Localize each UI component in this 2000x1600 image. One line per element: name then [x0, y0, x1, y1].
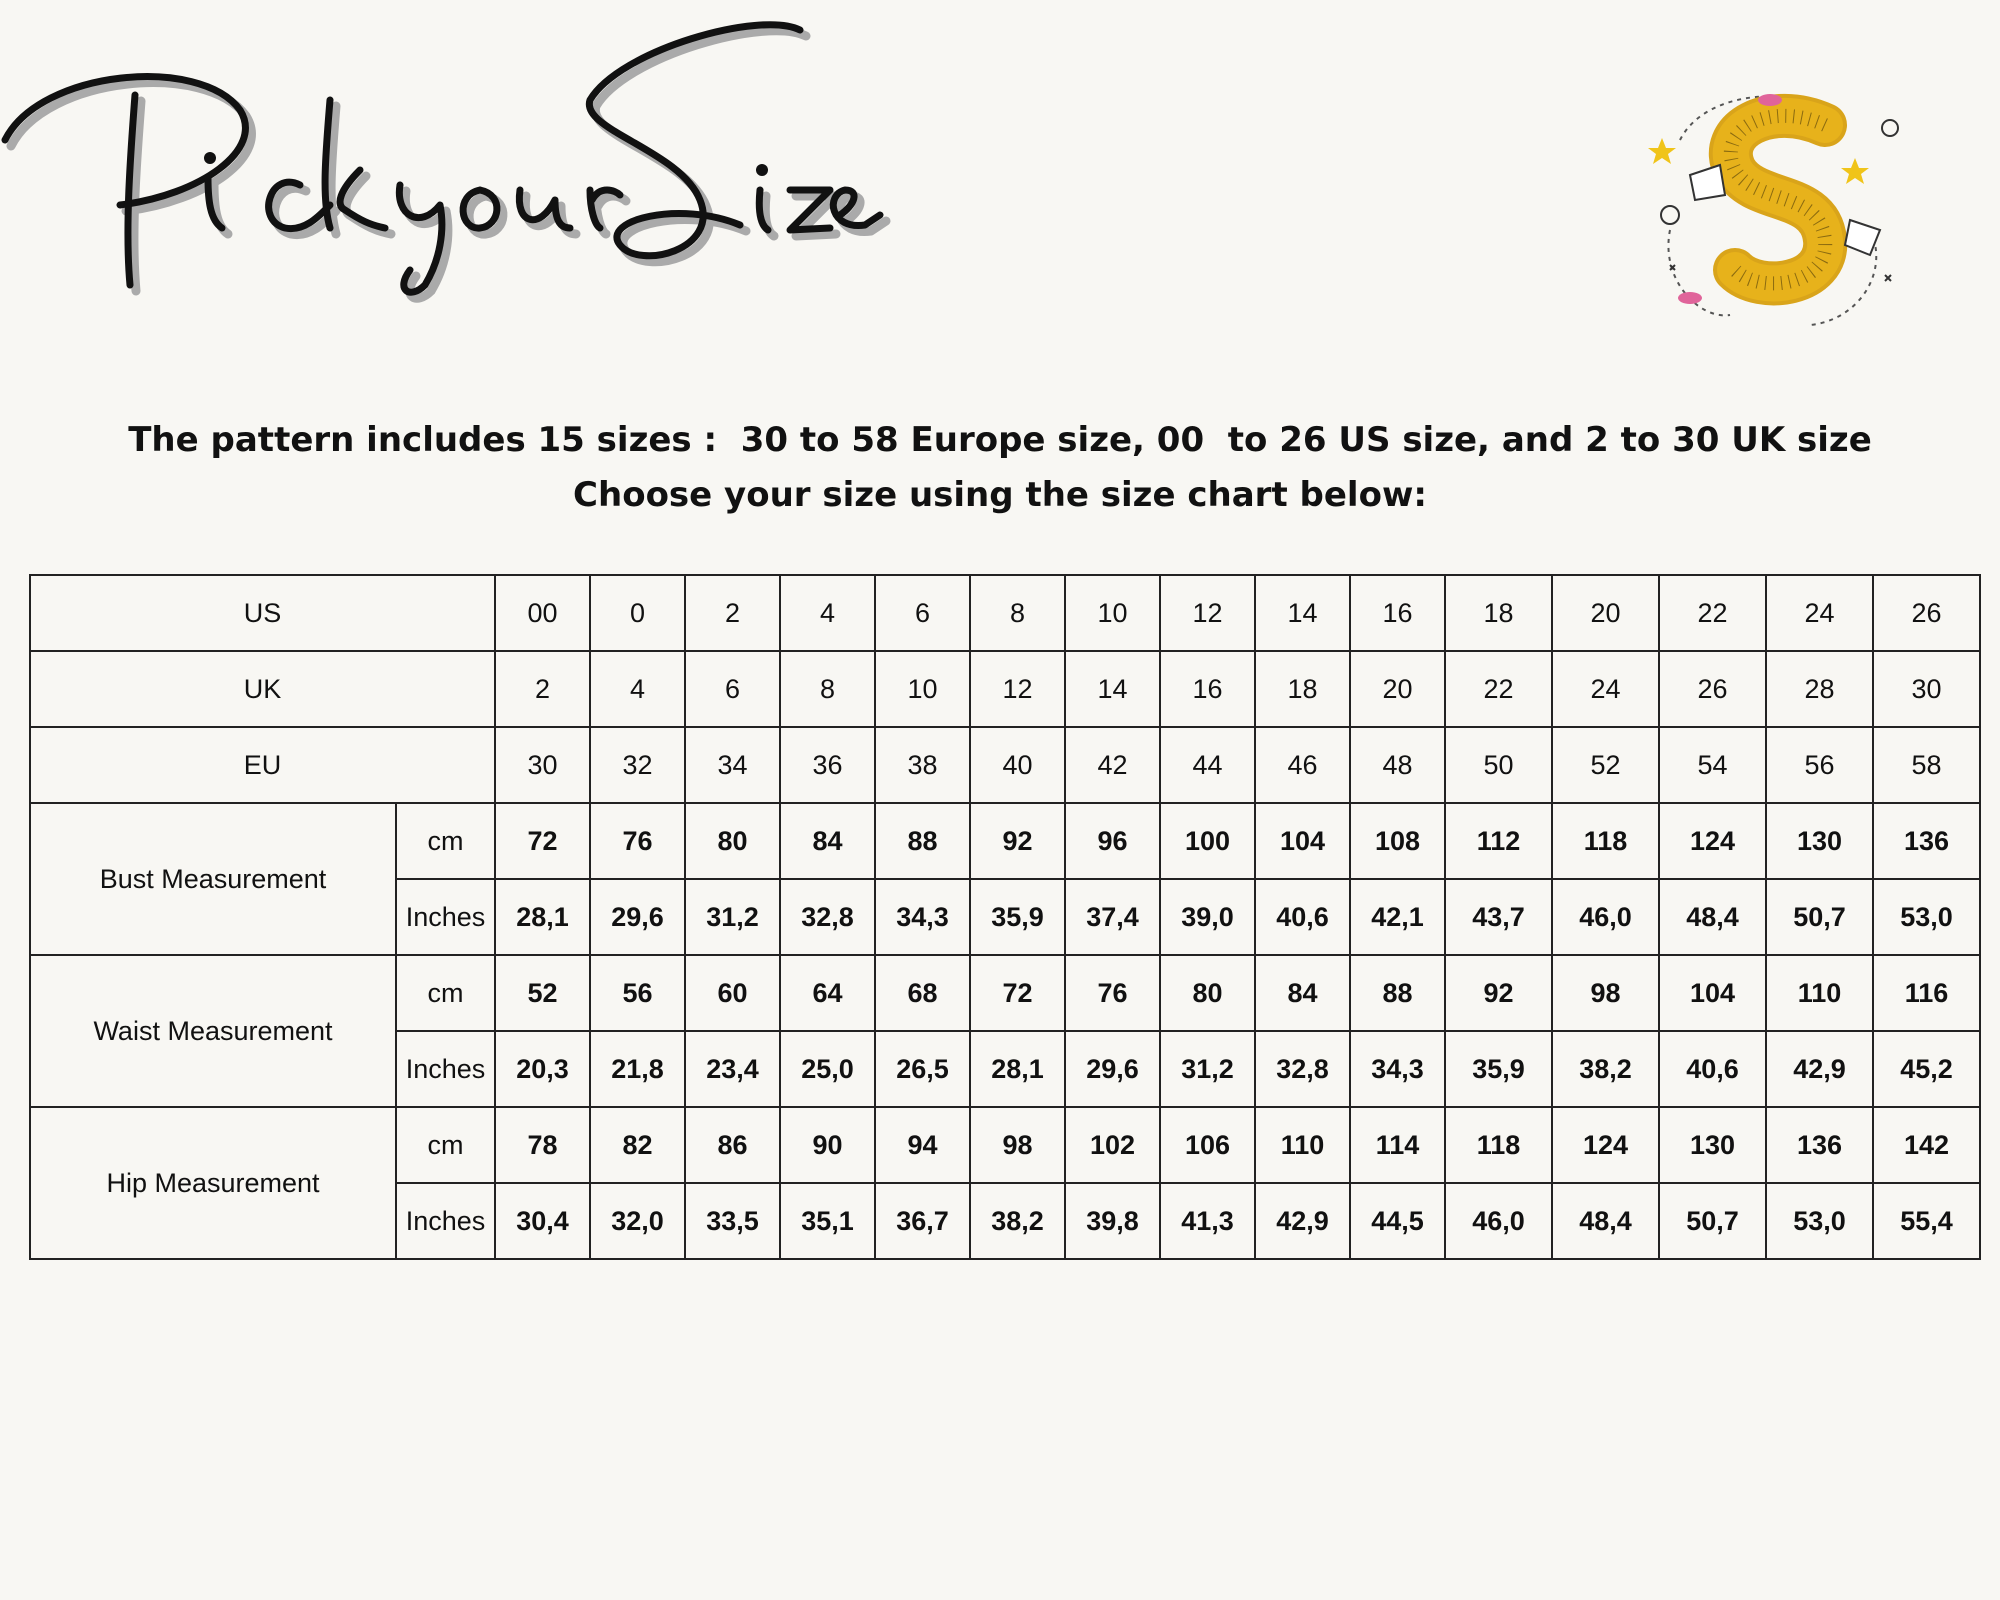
measurement-cell: 92 [970, 803, 1065, 879]
size-cell: 4 [590, 651, 685, 727]
measurement-cell: 37,4 [1065, 879, 1160, 955]
measurement-cell: 38,2 [1552, 1031, 1659, 1107]
measurement-cell: 100 [1160, 803, 1255, 879]
size-cell: 10 [875, 651, 970, 727]
measurement-cell: 76 [1065, 955, 1160, 1031]
measurement-cell: 44,5 [1350, 1183, 1445, 1259]
size-cell: 10 [1065, 575, 1160, 651]
measurement-cell: 118 [1445, 1107, 1552, 1183]
measurement-cell: 33,5 [685, 1183, 780, 1259]
measurement-cell: 35,1 [780, 1183, 875, 1259]
measurement-cell: 118 [1552, 803, 1659, 879]
size-cell: 2 [685, 575, 780, 651]
measurement-cell: 86 [685, 1107, 780, 1183]
measurement-cell: 48,4 [1659, 879, 1766, 955]
measurement-cell: 43,7 [1445, 879, 1552, 955]
size-chart-body [30, 575, 1980, 1259]
measurement-cell: 50,7 [1766, 879, 1873, 955]
size-cell: 6 [875, 575, 970, 651]
measurement-cell: 124 [1659, 803, 1766, 879]
measurement-cell: 90 [780, 1107, 875, 1183]
measurement-cell: 25,0 [780, 1031, 875, 1107]
size-cell: 14 [1065, 651, 1160, 727]
measurement-cell: 29,6 [590, 879, 685, 955]
size-cell: 16 [1160, 651, 1255, 727]
measurement-cell: 110 [1255, 1107, 1350, 1183]
size-cell: 12 [970, 651, 1065, 727]
measurement-cell: 40,6 [1659, 1031, 1766, 1107]
measurement-cell: 42,9 [1255, 1183, 1350, 1259]
intro-text [0, 413, 2000, 523]
measurement-cell: 52 [495, 955, 590, 1031]
unit-label: cm [396, 803, 495, 879]
measurement-cell: 98 [970, 1107, 1065, 1183]
measurement-cell: 84 [780, 803, 875, 879]
size-cell: 32 [590, 727, 685, 803]
size-cell: 38 [875, 727, 970, 803]
size-cell: 18 [1255, 651, 1350, 727]
measurement-cell: 102 [1065, 1107, 1160, 1183]
measurement-cell: 23,4 [685, 1031, 780, 1107]
size-row [30, 651, 1980, 727]
measurement-cell: 40,6 [1255, 879, 1350, 955]
measurement-cell: 35,9 [970, 879, 1065, 955]
measurement-label: Hip Measurement [30, 1107, 396, 1259]
measurement-cell: 50,7 [1659, 1183, 1766, 1259]
measurement-cell: 20,3 [495, 1031, 590, 1107]
unit-label: Inches [396, 879, 495, 955]
pick-your-size-script [0, 0, 900, 330]
measurement-cell: 31,2 [1160, 1031, 1255, 1107]
measurement-cell: 72 [970, 955, 1065, 1031]
measurement-cell: 21,8 [590, 1031, 685, 1107]
measurement-cell: 53,0 [1873, 879, 1980, 955]
size-cell: 54 [1659, 727, 1766, 803]
size-cell: 4 [780, 575, 875, 651]
measurement-cell: 53,0 [1766, 1183, 1873, 1259]
measurement-cell: 72 [495, 803, 590, 879]
measurement-cell: 116 [1873, 955, 1980, 1031]
intro-line-2: Choose your size using the size chart below: [573, 475, 1427, 515]
size-cell: 50 [1445, 727, 1552, 803]
measurement-cell: 28,1 [970, 1031, 1065, 1107]
measurement-cell: 78 [495, 1107, 590, 1183]
size-cell: 0 [590, 575, 685, 651]
measurement-cell: 108 [1350, 803, 1445, 879]
measurement-cell: 32,8 [780, 879, 875, 955]
size-cell: 34 [685, 727, 780, 803]
page-title [0, 0, 900, 330]
measurement-cell: 42,1 [1350, 879, 1445, 955]
measurement-cell: 55,4 [1873, 1183, 1980, 1259]
measurement-cell: 34,3 [1350, 1031, 1445, 1107]
size-cell: 30 [1873, 651, 1980, 727]
measurement-cell: 29,6 [1065, 1031, 1160, 1107]
size-cell: 44 [1160, 727, 1255, 803]
size-cell: 18 [1445, 575, 1552, 651]
measurement-cell: 94 [875, 1107, 970, 1183]
size-cell: 2 [495, 651, 590, 727]
measurement-cell: 46,0 [1552, 879, 1659, 955]
size-system-label: UK [30, 651, 495, 727]
measurement-row [30, 803, 1980, 879]
measurement-cell: 36,7 [875, 1183, 970, 1259]
measurement-cell: 39,0 [1160, 879, 1255, 955]
measurement-cell: 130 [1659, 1107, 1766, 1183]
measurement-cell: 64 [780, 955, 875, 1031]
size-cell: 30 [495, 727, 590, 803]
logo [1640, 80, 1920, 340]
size-system-label: US [30, 575, 495, 651]
measurement-cell: 136 [1766, 1107, 1873, 1183]
size-row [30, 727, 1980, 803]
intro-line-1: The pattern includes 15 sizes : 30 to 58 Europe size, 00 to 26 US size, and 2 to 30 UK size [128, 420, 1872, 460]
measurement-cell: 106 [1160, 1107, 1255, 1183]
size-cell: 36 [780, 727, 875, 803]
measurement-cell: 56 [590, 955, 685, 1031]
measurement-cell: 104 [1659, 955, 1766, 1031]
measurement-cell: 130 [1766, 803, 1873, 879]
measurement-row [30, 1107, 1980, 1183]
measurement-cell: 80 [1160, 955, 1255, 1031]
measurement-cell: 28,1 [495, 879, 590, 955]
size-system-label: EU [30, 727, 495, 803]
size-cell: 48 [1350, 727, 1445, 803]
measurement-cell: 32,8 [1255, 1031, 1350, 1107]
size-cell: 24 [1552, 651, 1659, 727]
size-cell: 22 [1659, 575, 1766, 651]
measurement-cell: 84 [1255, 955, 1350, 1031]
measurement-cell: 35,9 [1445, 1031, 1552, 1107]
size-cell: 00 [495, 575, 590, 651]
measurement-cell: 104 [1255, 803, 1350, 879]
size-row [30, 575, 1980, 651]
size-cell: 40 [970, 727, 1065, 803]
size-cell: 12 [1160, 575, 1255, 651]
size-cell: 46 [1255, 727, 1350, 803]
size-chart-table [29, 574, 1981, 1260]
unit-label: Inches [396, 1031, 495, 1107]
measurement-cell: 32,0 [590, 1183, 685, 1259]
measurement-cell: 112 [1445, 803, 1552, 879]
size-cell: 8 [970, 575, 1065, 651]
unit-label: Inches [396, 1183, 495, 1259]
measurement-label: Waist Measurement [30, 955, 396, 1107]
measurement-cell: 88 [875, 803, 970, 879]
measurement-cell: 80 [685, 803, 780, 879]
measurement-label: Bust Measurement [30, 803, 396, 955]
size-cell: 16 [1350, 575, 1445, 651]
measurement-cell: 46,0 [1445, 1183, 1552, 1259]
measurement-cell: 45,2 [1873, 1031, 1980, 1107]
measurement-cell: 136 [1873, 803, 1980, 879]
measurement-cell: 39,8 [1065, 1183, 1160, 1259]
measurement-cell: 41,3 [1160, 1183, 1255, 1259]
measurement-row [30, 955, 1980, 1031]
size-cell: 20 [1350, 651, 1445, 727]
size-cell: 26 [1873, 575, 1980, 651]
measurement-cell: 34,3 [875, 879, 970, 955]
measurement-cell: 92 [1445, 955, 1552, 1031]
measurement-cell: 31,2 [685, 879, 780, 955]
measurement-cell: 82 [590, 1107, 685, 1183]
size-cell: 56 [1766, 727, 1873, 803]
size-cell: 8 [780, 651, 875, 727]
measurement-cell: 30,4 [495, 1183, 590, 1259]
size-cell: 14 [1255, 575, 1350, 651]
measurement-cell: 38,2 [970, 1183, 1065, 1259]
unit-label: cm [396, 1107, 495, 1183]
unit-label: cm [396, 955, 495, 1031]
size-cell: 58 [1873, 727, 1980, 803]
measurement-cell: 48,4 [1552, 1183, 1659, 1259]
measurement-cell: 110 [1766, 955, 1873, 1031]
size-cell: 52 [1552, 727, 1659, 803]
measurement-cell: 124 [1552, 1107, 1659, 1183]
measurement-cell: 96 [1065, 803, 1160, 879]
size-cell: 26 [1659, 651, 1766, 727]
measurement-cell: 42,9 [1766, 1031, 1873, 1107]
size-cell: 24 [1766, 575, 1873, 651]
size-cell: 6 [685, 651, 780, 727]
measurement-cell: 76 [590, 803, 685, 879]
size-cell: 28 [1766, 651, 1873, 727]
measurement-cell: 98 [1552, 955, 1659, 1031]
size-cell: 20 [1552, 575, 1659, 651]
measurement-cell: 68 [875, 955, 970, 1031]
measurement-cell: 60 [685, 955, 780, 1031]
measurement-cell: 142 [1873, 1107, 1980, 1183]
size-cell: 42 [1065, 727, 1160, 803]
measuring-tape-icon [1640, 80, 1920, 340]
size-cell: 22 [1445, 651, 1552, 727]
measurement-cell: 26,5 [875, 1031, 970, 1107]
measurement-cell: 88 [1350, 955, 1445, 1031]
measurement-cell: 114 [1350, 1107, 1445, 1183]
